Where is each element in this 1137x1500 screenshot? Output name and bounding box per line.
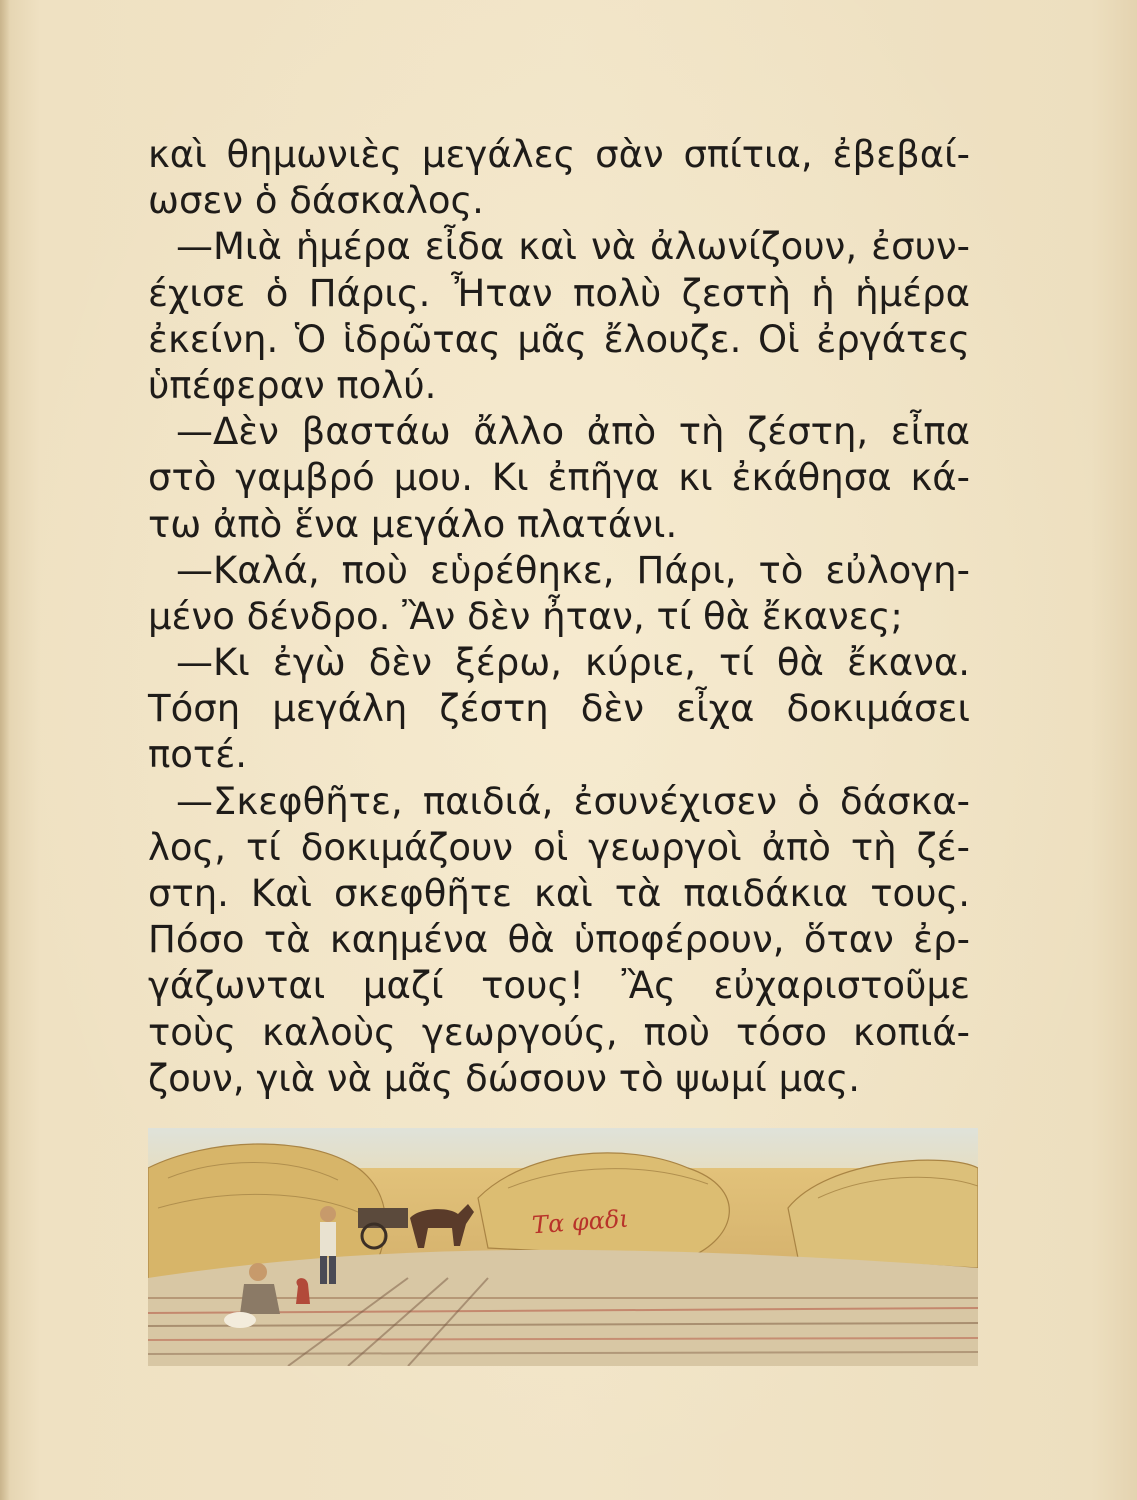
text-line: ποτέ. [148, 733, 247, 777]
text-line: —Κι ἐγὼ δὲν ξέρω, κύριε, τί θὰ ἔκανα. [176, 641, 970, 685]
text-line: ὑπέφεραν πολύ. [148, 363, 437, 407]
text-line: έχισε ὁ Πάρις. Ἦταν πολὺ ζεστὴ ἡ ἡμέρα [148, 271, 970, 315]
text-line: λος, τί δοκιμάζουν οἱ γεωργοὶ ἀπὸ τὴ ζέ- [148, 825, 970, 869]
story-text [148, 132, 970, 1102]
text-line: —Μιὰ ἡμέρα εἶδα καὶ νὰ ἀλωνίζουν, ἐσυν- [176, 225, 970, 269]
threshing-field-painting [148, 1128, 978, 1366]
text-line: στη. Καὶ σκεφθῆτε καὶ τὰ παιδάκια τους. [148, 872, 970, 915]
text-line: —Σκεφθῆτε, παιδιά, ἐσυνέχισεν ὁ δάσκα- [176, 779, 970, 823]
text-line: ἐκείνη. Ὁ ἱδρῶτας μᾶς ἔλουζε. Οἱ ἐργάτες [148, 317, 970, 361]
text-line: τω ἀπὸ ἕνα μεγάλο πλατάνι. [148, 502, 678, 546]
text-line: —Δὲν βαστάω ἄλλο ἀπὸ τὴ ζέστη, εἶπα [176, 410, 970, 454]
text-line: στὸ γαμβρό μου. Κι ἐπῆγα κι ἐκάθησα κά- [148, 456, 970, 500]
text-line: Πόσο τὰ καημένα θὰ ὑποφέρουν, ὅταν ἐρ- [148, 918, 970, 962]
text-line: —Καλά, ποὺ εὑρέθηκε, Πάρι, τὸ εὐλογη- [176, 548, 970, 592]
text-line: καὶ θημωνιὲς μεγάλες σὰν σπίτια, ἐβεβαί- [148, 133, 970, 176]
text-line: γάζωνται μαζί τους! Ἂς εὐχαριστοῦμε [148, 964, 970, 1008]
text-line: μένο δένδρο. Ἂν δὲν ἦταν, τί θὰ ἔκανες; [148, 594, 903, 638]
harvest-illustration [148, 1128, 978, 1366]
page-binding-edge [0, 0, 10, 1500]
artist-signature: Τα φαδι [531, 1204, 630, 1240]
text-line: ωσεν ὁ δάσκαλος. [148, 179, 484, 223]
text-line: Τόση μεγάλη ζέστη δὲν εἶχα δοκιμάσει [148, 687, 970, 731]
text-line: τοὺς καλοὺς γεωργούς, ποὺ τόσο κοπιά- [148, 1010, 970, 1054]
text-line: ζουν, γιὰ νὰ μᾶς δώσουν τὸ ψωμί μας. [148, 1056, 860, 1100]
